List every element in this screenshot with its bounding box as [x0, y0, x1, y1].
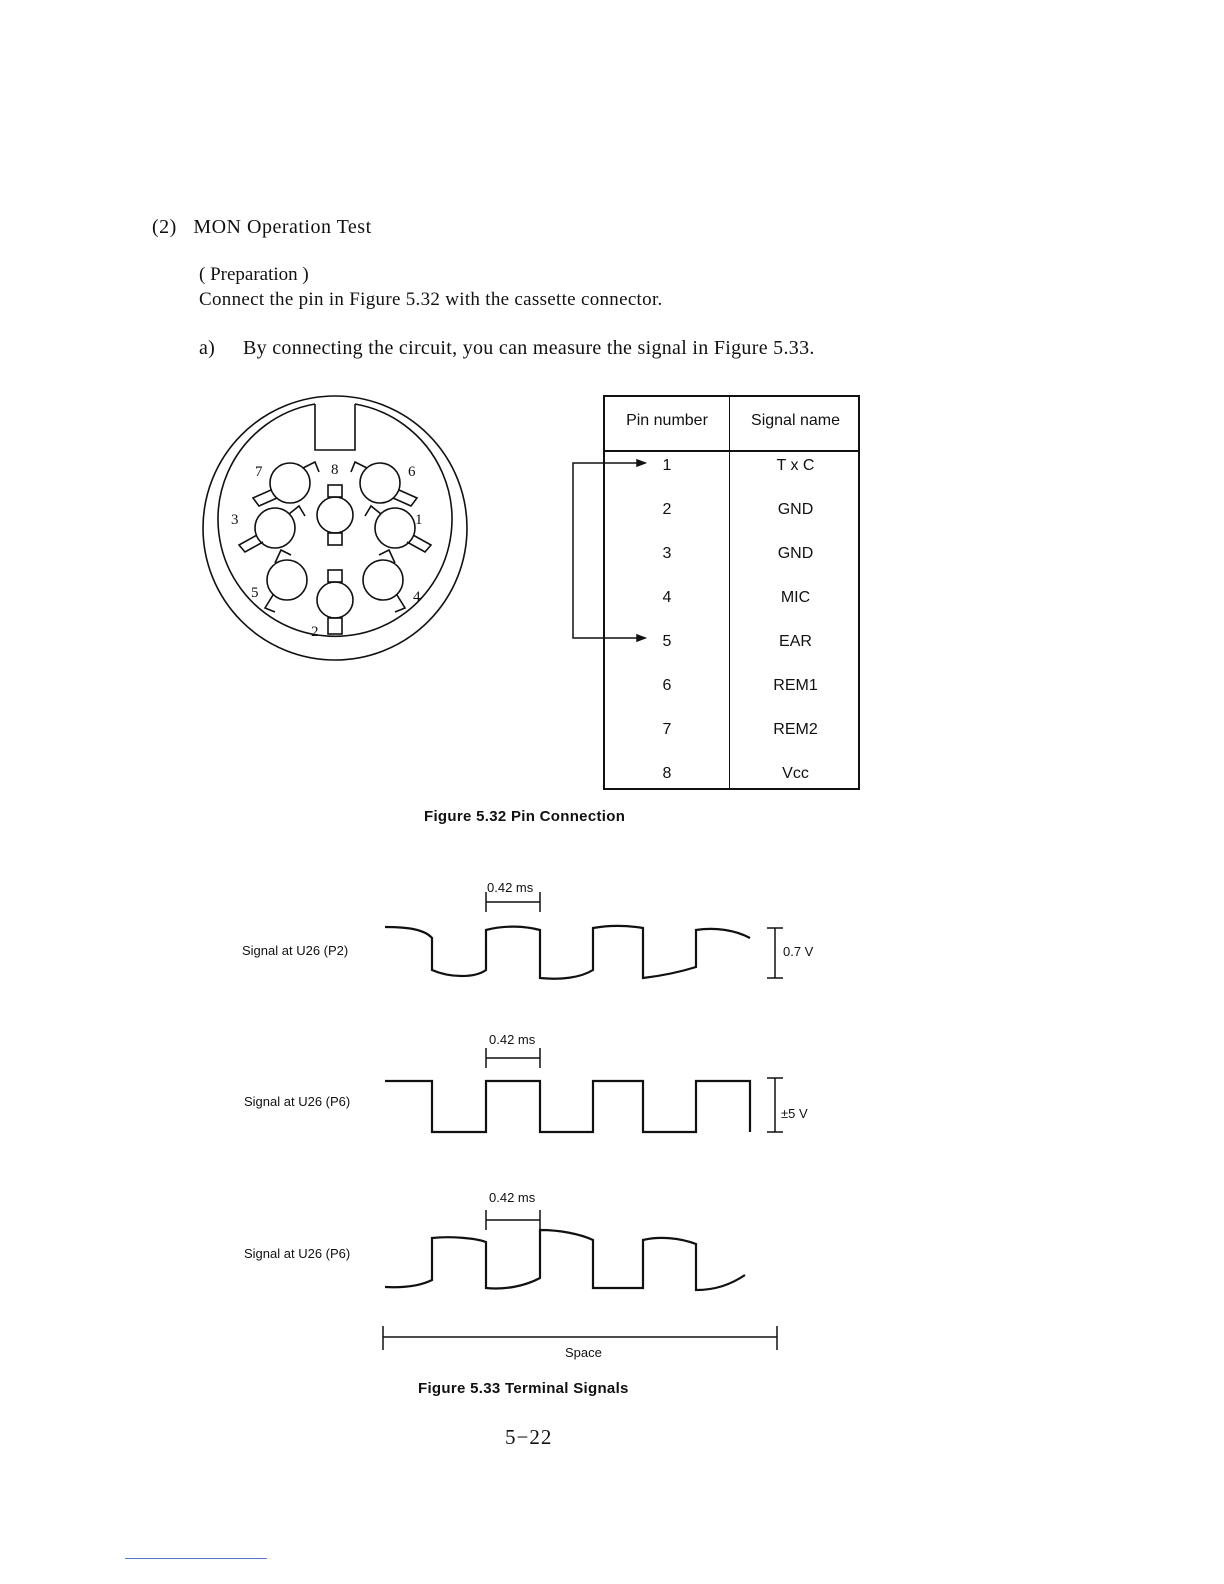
amplitude-label-p2: 0.7 V [783, 944, 814, 959]
period-label-p2: 0.42 ms [487, 880, 534, 895]
figure-5-33-caption: Figure 5.33 Terminal Signals [418, 1380, 629, 1397]
table-cell-pin: 1 [662, 457, 672, 474]
amplitude-marker-p6-square [767, 1078, 783, 1132]
pin-label-4: 4 [413, 589, 421, 605]
pin-label-3: 3 [231, 512, 239, 528]
pin-2-socket [317, 570, 353, 634]
preparation-text: Connect the pin in Figure 5.32 with the cassette connector. [199, 289, 663, 310]
table-cell-pin: 5 [662, 633, 672, 650]
din-connector-diagram [195, 390, 485, 680]
figure-5-32-caption: Figure 5.32 Pin Connection [424, 808, 626, 825]
pin-label-1: 1 [415, 512, 423, 528]
table-cell-pin: 2 [662, 501, 672, 518]
period-marker-p6-decay [486, 1210, 540, 1230]
jumper-wire [565, 455, 665, 655]
table-cell-signal: GND [777, 545, 814, 562]
period-marker-p2 [486, 892, 540, 912]
step-a-text: By connecting the circuit, you can measure the signal in Figure 5.33. [243, 337, 815, 359]
table-cell-pin: 3 [662, 545, 672, 562]
pin-label-2: 2 [311, 624, 319, 640]
preparation-label: ( Preparation ) [199, 264, 309, 285]
period-label-p6-square: 0.42 ms [489, 1032, 536, 1047]
space-label: Space [565, 1345, 602, 1360]
section-number: (2) [152, 216, 177, 238]
table-cell-pin: 6 [662, 677, 672, 694]
step-a-marker: a) [199, 337, 216, 359]
signal-label-p6-square: Signal at U26 (P6) [244, 1094, 351, 1109]
pin-5-socket [265, 550, 307, 612]
pin-label-7: 7 [255, 464, 263, 480]
table-cell-signal: REM1 [773, 677, 818, 694]
table-header-divider [605, 450, 858, 452]
footer-rule [125, 1558, 267, 1559]
table-cell-signal: T x C [776, 457, 815, 474]
waveform-p6-square [385, 1048, 783, 1132]
table-cell-signal: REM2 [773, 721, 818, 738]
table-cell-signal: MIC [780, 589, 811, 606]
signal-label-p6-decay: Signal at U26 (P6) [244, 1246, 351, 1261]
table-cell-signal: Vcc [782, 765, 809, 782]
arrow-pin-1-icon [637, 460, 645, 466]
section-heading [152, 216, 372, 239]
section-title: MON Operation Test [193, 216, 372, 238]
step-a [199, 337, 815, 360]
table-cell-signal: EAR [779, 633, 812, 650]
amplitude-marker-p2 [767, 928, 783, 978]
waveform-p2 [385, 892, 783, 979]
amplitude-label-p6-square: ±5 V [781, 1106, 808, 1121]
pin-4-socket [363, 550, 405, 612]
connector-key-notch [315, 404, 355, 450]
table-header-signal: Signal name [751, 412, 840, 429]
arrow-pin-5-icon [637, 635, 645, 641]
signal-label-p2: Signal at U26 (P2) [242, 943, 349, 958]
table-header-pin: Pin number [626, 412, 708, 429]
table-column-divider [729, 397, 730, 788]
waveform-p6-decay [385, 1210, 745, 1290]
period-label-p6-decay: 0.42 ms [489, 1190, 536, 1205]
table-cell-signal: GND [777, 501, 814, 518]
pin-8-socket [317, 485, 353, 545]
pin-label-5: 5 [251, 585, 259, 601]
pin-label-8: 8 [331, 462, 339, 478]
pin-7-socket [253, 462, 319, 506]
period-marker-p6-square [486, 1048, 540, 1068]
table-cell-pin: 8 [662, 765, 672, 782]
connector-outer-ring [203, 396, 467, 660]
pin-3-socket [239, 506, 305, 552]
page-number: 5−22 [505, 1425, 553, 1449]
pin-label-6: 6 [408, 464, 416, 480]
table-cell-pin: 4 [662, 589, 672, 606]
table-cell-pin: 7 [662, 721, 672, 738]
